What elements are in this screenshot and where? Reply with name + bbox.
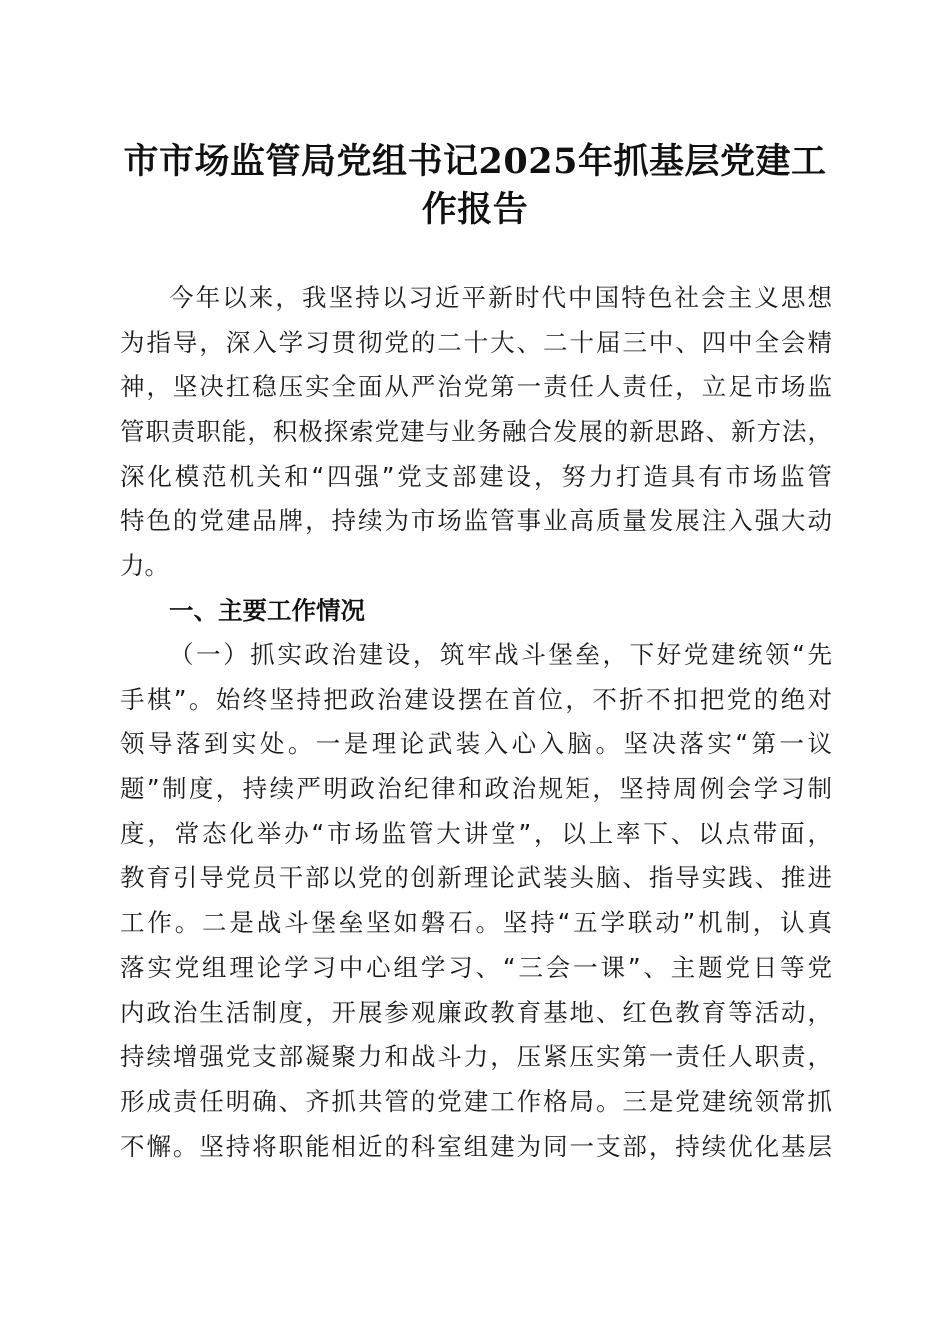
title-line: 市市场监管局党组书记2025年抓基层党建工 <box>123 141 827 182</box>
paragraph-line: 手棋”。始终坚持把政治建设摆在首位，不折不扣把党的绝对 <box>120 684 832 714</box>
paragraph-line: 形成责任明确、齐抓共管的党建工作格局。三是党建统领常抓 <box>120 1086 832 1116</box>
paragraph-line: 深化模范机关和“四强”党支部建设，努力打造具有市场监管 <box>120 461 832 491</box>
paragraph-line: 领导落到实处。一是理论武装入心入脑。坚决落实“第一议 <box>120 729 832 759</box>
paragraph-line: 力。 <box>120 551 169 581</box>
paragraph-line: 落实党组理论学习中心组学习、“三会一课”、主题党日等党 <box>120 952 832 982</box>
paragraph-line: 持续增强党支部凝聚力和战斗力，压紧压实第一责任人职责， <box>120 1042 832 1072</box>
paragraph-line: 不懈。坚持将职能相近的科室组建为同一支部，持续优化基层 <box>120 1131 832 1161</box>
paragraph-line: 为指导，深入学习贯彻党的二十大、二十届三中、四中全会精 <box>120 327 832 357</box>
paragraph-line: 内政治生活制度，开展参观廉政教育基地、红色教育等活动， <box>120 997 832 1027</box>
title-line: 作报告 <box>421 189 529 230</box>
paragraph-line: 题”制度，持续严明政治纪律和政治规矩，坚持周例会学习制 <box>120 774 832 804</box>
paragraph-line: 神，坚决扛稳压实全面从严治党第一责任人责任，立足市场监 <box>120 372 832 402</box>
section-paragraph <box>120 633 832 1169</box>
document-title <box>118 138 832 234</box>
paragraph-line: 特色的党建品牌，持续为市场监管事业高质量发展注入强大动 <box>120 506 832 536</box>
paragraph-line: 工作。二是战斗堡垒坚如磐石。坚持“五学联动”机制，认真 <box>120 908 832 938</box>
paragraph-line: 度，常态化举办“市场监管大讲堂”，以上率下、以点带面， <box>120 818 832 848</box>
intro-paragraph <box>120 276 832 589</box>
paragraph-line: 管职责职能，积极探索党建与业务融合发展的新思路、新方法， <box>120 417 832 447</box>
section-heading: 一、主要工作情况 <box>169 596 365 625</box>
paragraph-line: 今年以来，我坚持以习近平新时代中国特色社会主义思想 <box>169 283 832 312</box>
paragraph-line: （一）抓实政治建设，筑牢战斗堡垒，下好党建统领“先 <box>169 640 832 669</box>
paragraph-line: 教育引导党员干部以党的创新理论武装头脑、指导实践、推进 <box>120 863 832 893</box>
